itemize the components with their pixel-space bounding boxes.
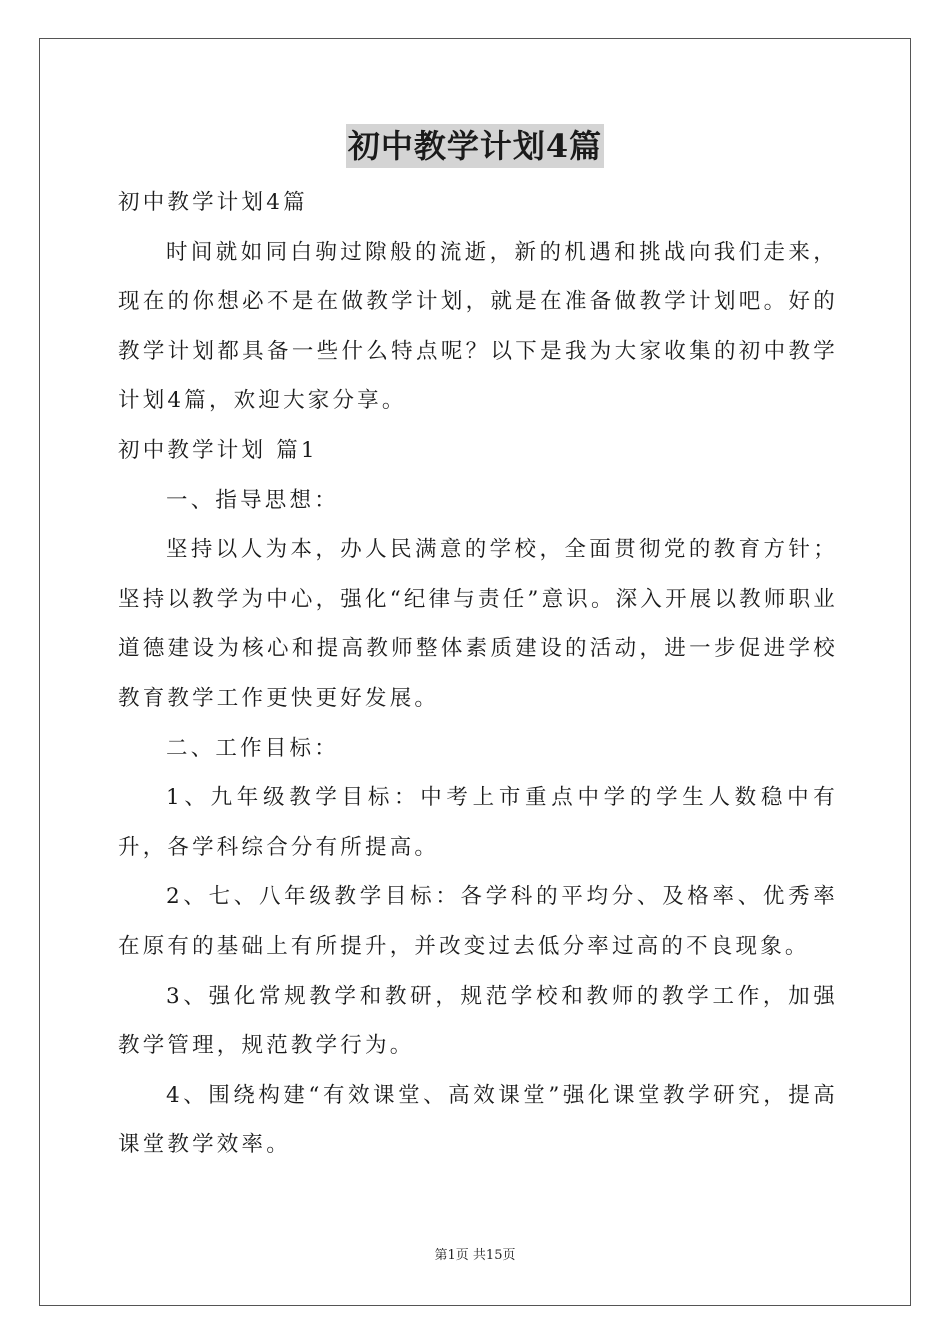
- heading-guiding-ideology: 一、指导思想：: [166, 487, 339, 513]
- heading-work-goals: 二、工作目标：: [166, 735, 339, 761]
- paragraph-guiding-ideology: 坚持以人为本，办人民满意的学校，全面贯彻党的教育方针；坚持以教学为中心，强化“纪律与责任”意识。深入开展以教师职业道德建设为核心和提高教师整体素质建设的活动，进一步促进学校教育教学工作更快更好发展。: [118, 537, 838, 711]
- section-heading: 初中教学计划 篇1: [118, 437, 318, 463]
- goal-item-1: 1、九年级教学目标：中考上市重点中学的学生人数稳中有升，各学科综合分有所提高。: [118, 785, 838, 860]
- subtitle-line: 初中教学计划4篇: [118, 190, 308, 215]
- goal-item-2: 2、七、八年级教学目标：各学科的平均分、及格率、优秀率在原有的基础上有所提升，并改变过去低分率过高的不良现象。: [118, 884, 838, 959]
- title-container: [0, 124, 950, 168]
- goal-item-4: 4、围绕构建“有效课堂、高效课堂”强化课堂教学研究，提高课堂教学效率。: [118, 1082, 838, 1158]
- page-footer: 第1页 共15页: [434, 1248, 516, 1263]
- document-title: 初中教学计划4篇: [346, 124, 604, 168]
- document-body: [118, 178, 838, 1170]
- goal-item-3: 3、强化常规教学和教研，规范学校和教师的教学工作，加强教学管理，规范教学行为。: [118, 983, 838, 1059]
- intro-paragraph: 时间就如同白驹过隙般的流逝，新的机遇和挑战向我们走来，现在的你想必不是在做教学计划，就是在准备做教学计划吧。好的教学计划都具备一些什么特点呢？以下是我为大家收集的初中教学计划4篇，欢迎大家分享。: [118, 239, 838, 414]
